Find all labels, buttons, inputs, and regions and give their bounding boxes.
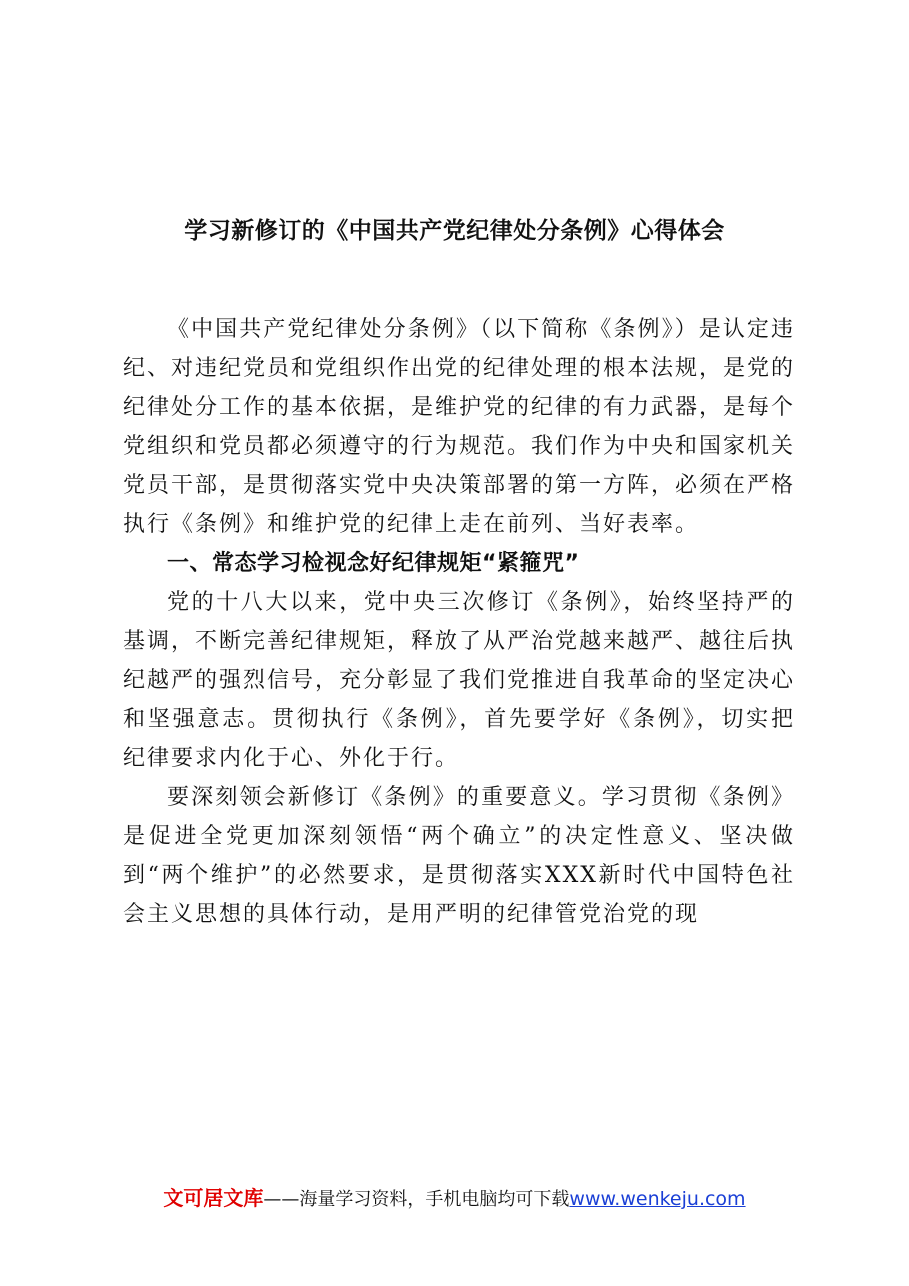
website-link[interactable]: www.wenkeju.com: [569, 1188, 746, 1210]
document-title: 学习新修订的《中国共产党纪律处分条例》心得体会: [184, 217, 725, 244]
section-heading: 一、常态学习检视念好纪律规矩“紧箍咒”: [167, 551, 580, 576]
section-paragraph: 要深刻领会新修订《条例》的重要意义。学习贯彻《条例》是促进全党更加深刻领悟“两个确立”的决定性意义、坚决做到“两个维护”的必然要求，是贯彻落实XXX新时代中国特色社会主义思想的具体行动，是用严明的纪律管党治党的现: [123, 785, 795, 927]
brand-name: 文可居文库: [163, 1186, 264, 1210]
footer-slogan: ——海量学习资料，手机电脑均可下载: [263, 1189, 570, 1210]
intro-paragraph: 《中国共产党纪律处分条例》（以下简称《条例》）是认定违纪、对违纪党员和党组织作出党的纪律处理的根本法规，是党的纪律处分工作的基本依据，是维护党的纪律的有力武器，是每个党组织和党员都必须遵守的行为规范。我们作为中央和国家机关党员干部，是贯彻落实党中央决策部署的第一方阵，必须在严格执行《条例》和维护党的纪律上走在前列、当好表率。: [123, 317, 796, 537]
section-paragraph: 党的十八大以来，党中央三次修订《条例》，始终坚持严的基调，不断完善纪律规矩，释放了从严治党越来越严、越往后执纪越严的强烈信号，充分彰显了我们党推进自我革命的坚定决心和坚强意志。贯彻执行《条例》，首先要学好《条例》，切实把纪律要求内化于心、外化于行。: [123, 590, 796, 771]
document-body: [123, 310, 795, 934]
footer-banner: [0, 1182, 909, 1211]
